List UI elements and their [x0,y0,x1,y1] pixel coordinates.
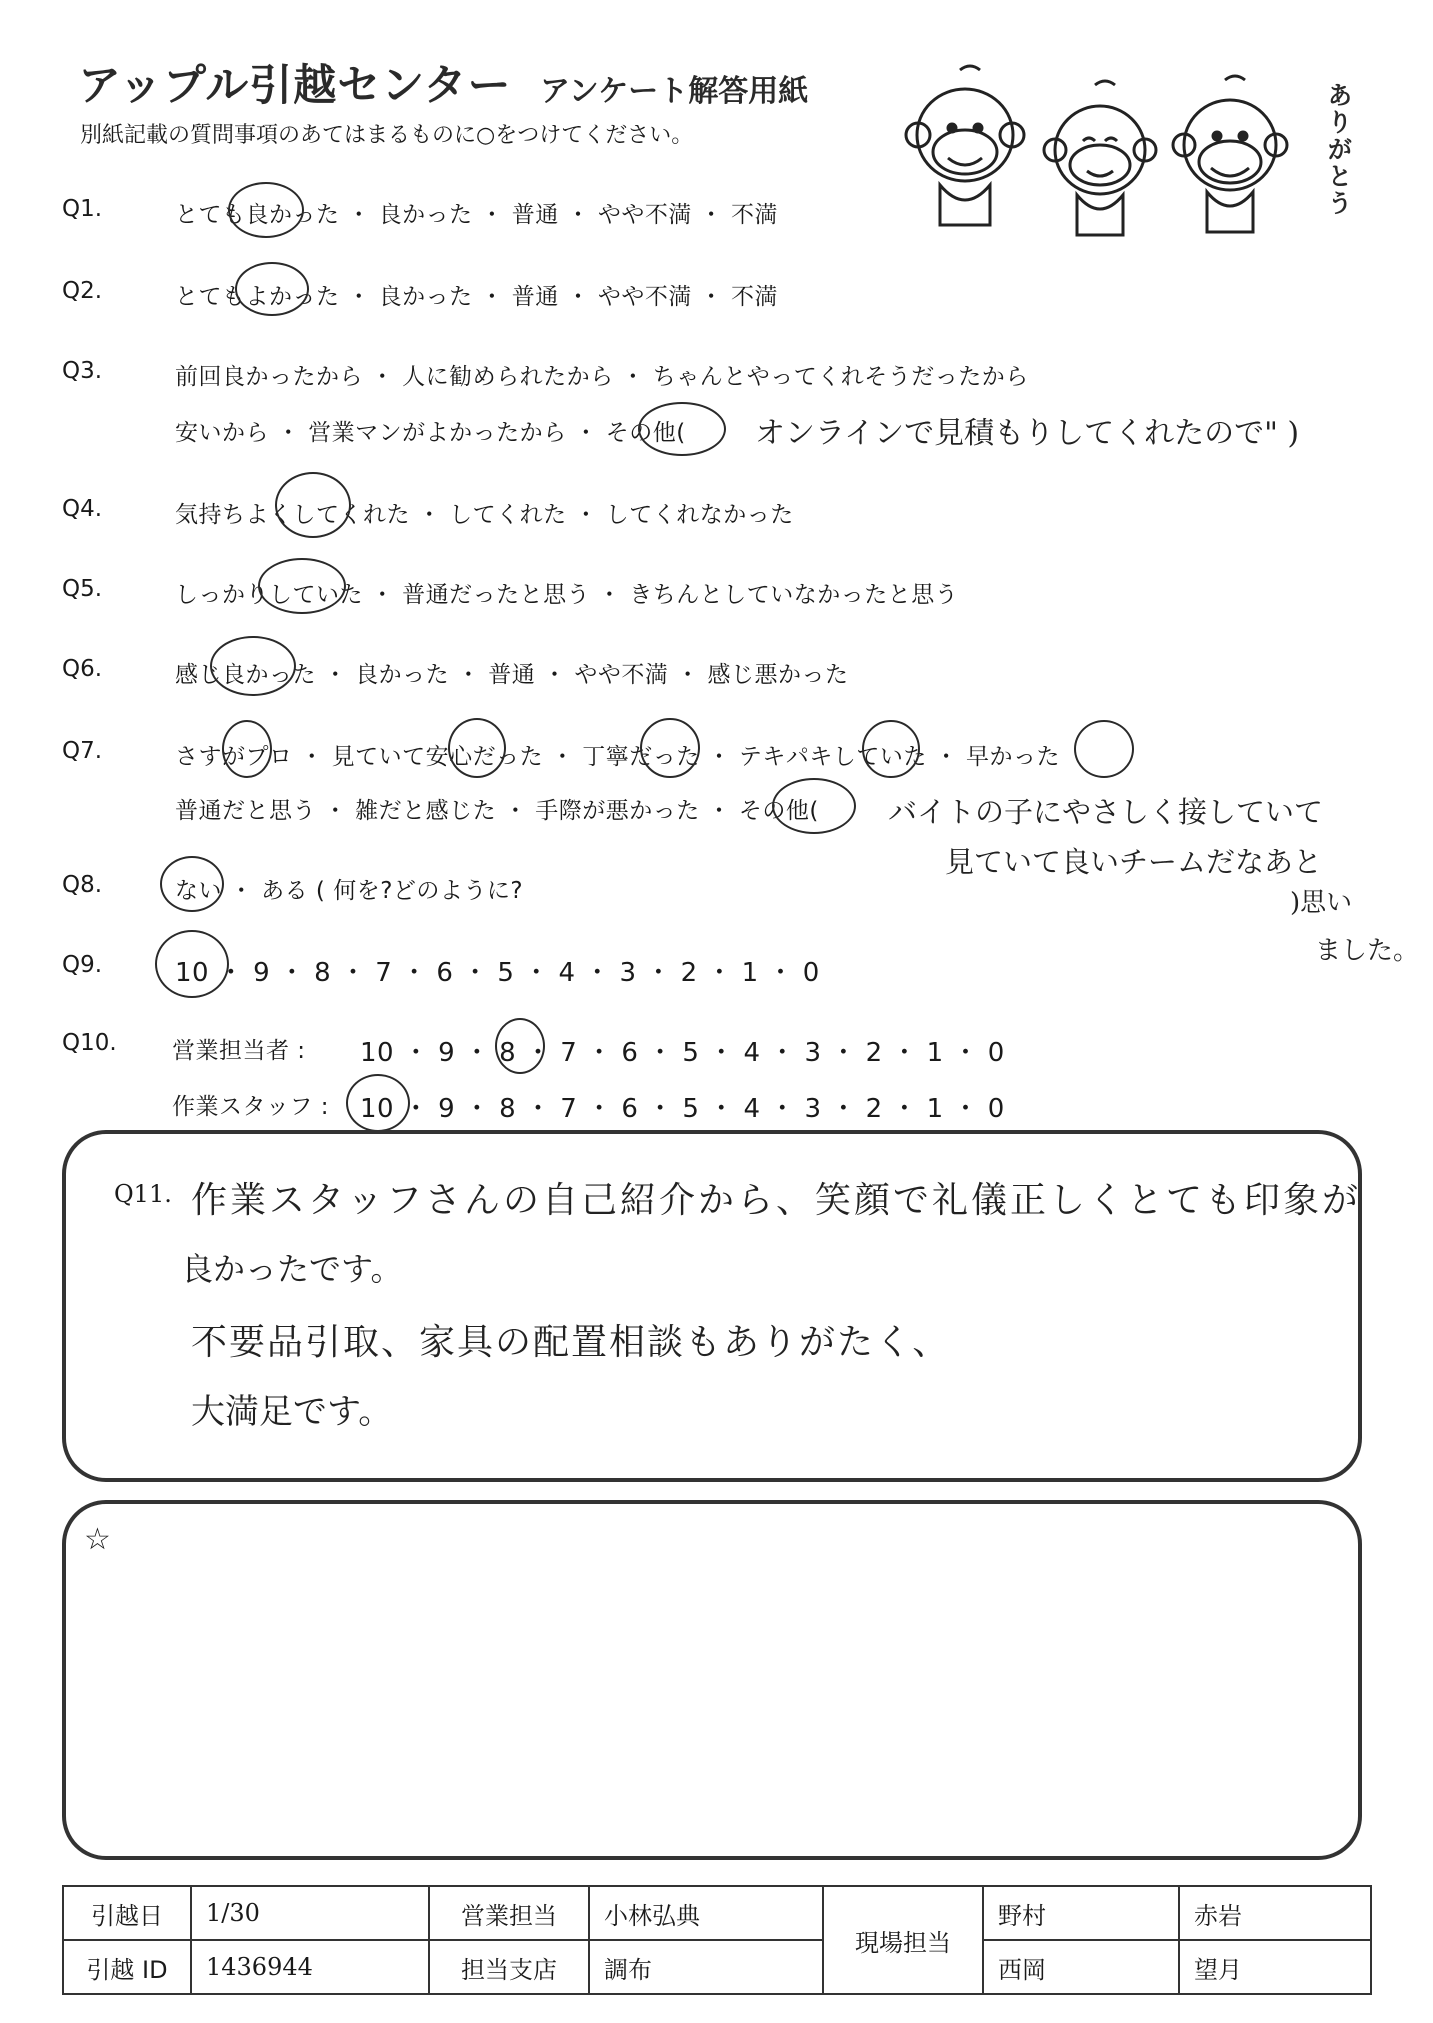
q7-handwritten-line1: バイトの子にやさしく接していて [888,795,1324,829]
q7-answer-circle-1 [222,720,272,778]
monkey-1-icon [906,66,1024,225]
q10-sales-scale: 10 ・ 9 ・ 8 ・ 7 ・ 6 ・ 5 ・ 4 ・ 3 ・ 2 ・ 1 ・ 0 [360,1038,1005,1068]
star-icon: ☆ [84,1522,111,1557]
q8-answer-circle [160,856,224,912]
footer-info-table [62,1885,1372,1995]
company-name: アップル引越センター [78,61,512,111]
q8-options: ない ・ ある ( 何を?どのように? [175,878,524,904]
q11-line4: 大満足です。 [191,1392,393,1432]
q5-answer-circle [258,558,346,614]
q7-answer-circle-4 [862,720,920,778]
q5-label: Q5. [62,576,103,602]
q7-options-line2: 普通だと思う ・ 雑だと感じた ・ 手際が悪かった ・ その他( [175,798,819,824]
q6-answer-circle [210,636,296,696]
q11-line1: 作業スタッフさんの自己紹介から、笑顔で礼儀正しくとても印象が [191,1180,1362,1221]
q4-options: 気持ちよくしてくれた ・ してくれた ・ してくれなかった [175,502,794,528]
q8-label: Q8. [62,872,103,898]
q10-staff-answer-circle [346,1074,410,1132]
site-staff-1: 野村 [983,1886,1179,1940]
q2-label: Q2. [62,278,103,304]
q7-answer-circle-other [772,778,856,834]
q4-label: Q4. [62,496,103,522]
site-staff-3: 西岡 [983,1940,1179,1994]
q7-answer-circle-3 [640,718,700,778]
q7-options-line1: さすがプロ ・ 見ていて安心だった ・ 丁寧だった ・ テキパキしていた ・ 早かった [175,744,1060,770]
q3-options-line2: 安いから ・ 営業マンがよかったから ・ その他( [175,420,686,446]
q9-answer-circle [155,930,229,998]
thanks-text: ありがとう [1324,82,1353,217]
q11-line2: 良かったです。 [181,1250,403,1288]
q11-label: Q11. [114,1180,172,1208]
instructions: 別紙記載の質問事項のあてはまるものに○をつけてください。 [80,123,694,148]
q9-label: Q9. [62,952,103,978]
q3-options-line1: 前回良かったから ・ 人に勧められたから ・ ちゃんとやってくれそうだったから [175,364,1029,390]
move-date-label: 引越日 [63,1886,191,1940]
q5-options: しっかりしていた ・ 普通だったと思う ・ きちんとしていなかったと思う [175,582,959,608]
mascot-illustration [890,60,1310,240]
q10-sales-label: 営業担当者 : [172,1038,306,1064]
site-staff-4: 望月 [1179,1940,1371,1994]
monkey-3-icon [1173,76,1287,232]
q3-handwritten-answer: オンラインで見積もりしてくれたので" ) [755,416,1300,451]
q4-answer-circle [275,472,351,538]
q11-comment-box [62,1130,1362,1482]
q11-line3: 不要品引取、家具の配置相談もありがたく、 [191,1322,951,1363]
q7-handwritten-line4: ました。 [1315,936,1420,966]
q2-options: とてもよかった ・ 良かった ・ 普通 ・ やや不満 ・ 不満 [175,284,778,310]
q1-label: Q1. [62,196,103,222]
monkey-2-icon [1044,81,1156,235]
q6-label: Q6. [62,656,103,682]
q7-answer-circle-5 [1074,720,1134,778]
q7-handwritten-line3: )思い [1290,888,1353,918]
q1-options: とても良かった ・ 良かった ・ 普通 ・ やや不満 ・ 不満 [175,202,778,228]
q7-answer-circle-2 [448,718,506,778]
site-staff-label: 現場担当 [823,1886,983,1994]
sales-rep-value: 小林弘典 [589,1886,823,1940]
q9-options: 10 ・ 9 ・ 8 ・ 7 ・ 6 ・ 5 ・ 4 ・ 3 ・ 2 ・ 1 ・ 0 [175,958,820,988]
site-staff-2: 赤岩 [1179,1886,1371,1940]
free-comment-box [62,1500,1362,1860]
q6-options: 感じ良かった ・ 良かった ・ 普通 ・ やや不満 ・ 感じ悪かった [175,662,849,688]
sales-rep-label: 営業担当 [429,1886,589,1940]
q7-label: Q7. [62,738,103,764]
q10-staff-label: 作業スタッフ : [172,1094,330,1120]
form-title: アンケート解答用紙 [540,74,809,109]
q10-staff-scale: 10 ・ 9 ・ 8 ・ 7 ・ 6 ・ 5 ・ 4 ・ 3 ・ 2 ・ 1 ・ 0 [360,1094,1005,1124]
move-id-label: 引越 ID [63,1940,191,1994]
move-id-value: 1436944 [191,1940,429,1994]
q1-answer-circle [228,182,304,238]
q10-sales-answer-circle [495,1018,545,1074]
q2-answer-circle [235,262,309,316]
branch-label: 担当支店 [429,1940,589,1994]
branch-value: 調布 [589,1940,823,1994]
move-date-value: 1/30 [191,1886,429,1940]
q10-label: Q10. [62,1030,117,1056]
q3-label: Q3. [62,358,103,384]
q3-answer-circle [638,402,726,456]
q7-handwritten-line2: 見ていて良いチームだなあと [945,845,1323,879]
